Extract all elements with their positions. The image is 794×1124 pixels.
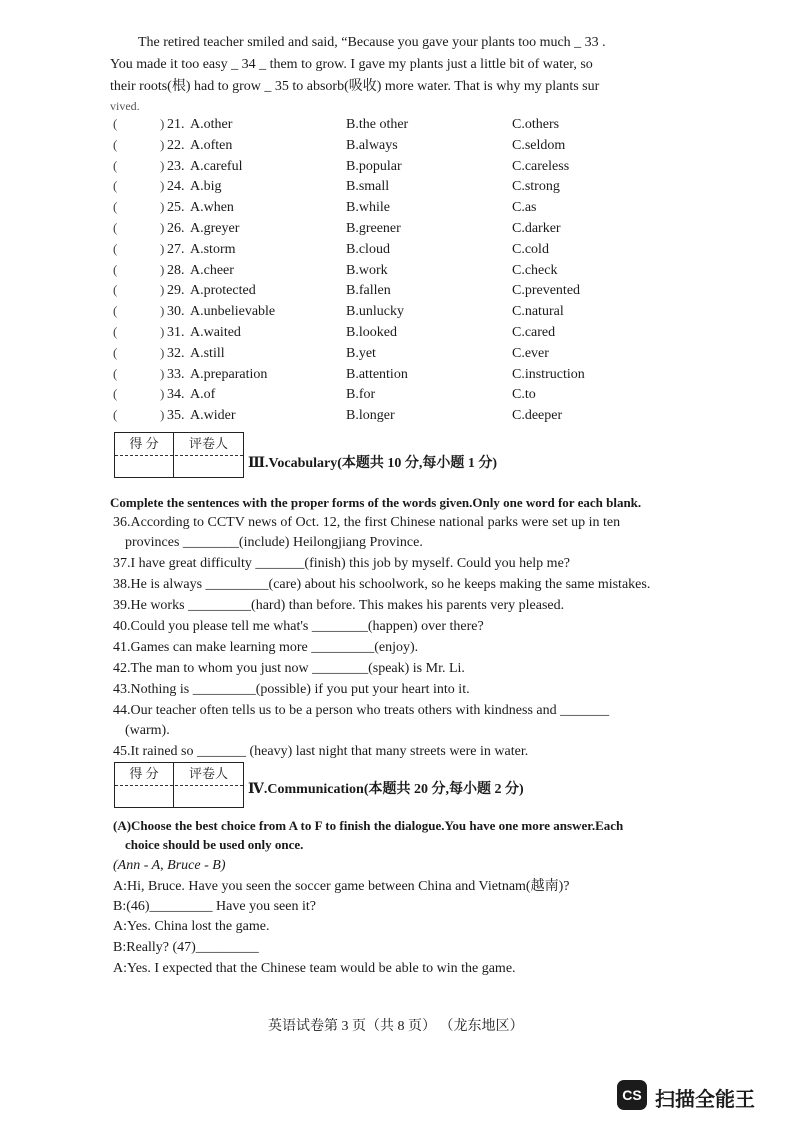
section-4-instruction-2: choice should be used only once.: [125, 837, 304, 852]
option-number: 35.: [167, 408, 185, 423]
option-b: B.for: [346, 387, 376, 402]
option-a: A.still: [190, 346, 225, 361]
answer-paren: (: [113, 178, 118, 193]
answer-paren-close: ): [160, 116, 165, 131]
option-b: B.small: [346, 179, 390, 194]
answer-paren-close: ): [160, 282, 165, 297]
option-c: C.deeper: [512, 408, 563, 423]
vocab-item: 41.Games can make learning more _________(enjoy).: [113, 640, 419, 655]
dialogue-line: A:Hi, Bruce. Have you seen the soccer game between China and Vietnam(越南)?: [113, 879, 570, 894]
option-b: B.popular: [346, 159, 402, 174]
option-b: B.work: [346, 263, 388, 278]
answer-paren: (: [113, 282, 118, 297]
option-c: C.others: [512, 117, 560, 132]
section-4-instruction-1: (A)Choose the best choice from A to F to finish the dialogue.You have one more answer.Each: [113, 818, 624, 833]
answer-paren-close: ): [160, 178, 165, 193]
answer-paren: (: [113, 366, 118, 381]
answer-paren: (: [113, 407, 118, 422]
option-number: 29.: [167, 283, 185, 298]
option-a: A.big: [190, 179, 222, 194]
option-c: C.darker: [512, 221, 561, 236]
option-a: A.unbelievable: [190, 304, 276, 319]
score-box-divider: [115, 455, 243, 456]
answer-paren: (: [113, 262, 118, 277]
option-number: 23.: [167, 159, 185, 174]
answer-paren-close: ): [160, 303, 165, 318]
answer-paren: (: [113, 345, 118, 360]
option-c: C.natural: [512, 304, 564, 319]
score-box-section-4: [114, 762, 244, 808]
option-c: C.as: [512, 200, 537, 215]
option-number: 22.: [167, 138, 185, 153]
option-a: A.preparation: [190, 367, 268, 382]
option-b: B.longer: [346, 408, 395, 423]
grader-label: 评卷人: [188, 436, 228, 451]
camscanner-logo-icon: CS: [617, 1080, 647, 1110]
option-number: 28.: [167, 263, 185, 278]
answer-paren-close: ): [160, 158, 165, 173]
answer-paren-close: ): [160, 220, 165, 235]
option-b: B.while: [346, 200, 390, 215]
section-3-instruction: Complete the sentences with the proper forms of the words given.Only one word for each blank.: [110, 495, 642, 510]
dialogue-line: B:(46)_________ Have you seen it?: [113, 899, 316, 914]
vocab-item: 38.He is always _________(care) about his schoolwork, so he keeps making the same mistakes.: [113, 577, 651, 592]
option-c: C.check: [512, 263, 558, 278]
passage-line-3: their roots(根) had to grow _ 35 to absorb(吸收) more water. That is why my plants sur: [110, 79, 600, 94]
answer-paren-close: ): [160, 241, 165, 256]
option-a: A.storm: [190, 242, 236, 257]
vocab-item: provinces ________(include) Heilongjiang Province.: [125, 535, 423, 550]
section-4-title: Ⅳ.Communication(本题共 20 分,每小题 2 分): [248, 782, 524, 797]
vocab-item: 36.According to CCTV news of Oct. 12, the first Chinese national parks were set up in ten: [113, 515, 621, 530]
option-a: A.when: [190, 200, 234, 215]
answer-paren: (: [113, 241, 118, 256]
answer-paren: (: [113, 324, 118, 339]
dialogue-roles: (Ann - A, Bruce - B): [113, 858, 226, 873]
option-c: C.cold: [512, 242, 549, 257]
option-a: A.cheer: [190, 263, 234, 278]
option-b: B.yet: [346, 346, 376, 361]
score-label-2: 得 分: [115, 763, 174, 785]
score-box-section-3: [114, 432, 244, 478]
answer-paren-close: ): [160, 324, 165, 339]
score-box-vline: [173, 455, 174, 477]
answer-paren-close: ): [160, 137, 165, 152]
vocab-item: 37.I have great difficulty _______(finish) this job by myself. Could you help me?: [113, 556, 570, 571]
option-c: C.ever: [512, 346, 549, 361]
option-c: C.strong: [512, 179, 560, 194]
vocab-item: 44.Our teacher often tells us to be a person who treats others with kindness and _______: [113, 703, 610, 718]
score-box-vline-2: [173, 785, 174, 807]
answer-paren: (: [113, 158, 118, 173]
passage-line-4: vived.: [110, 99, 140, 113]
option-c: C.seldom: [512, 138, 566, 153]
option-c: C.to: [512, 387, 536, 402]
option-b: B.cloud: [346, 242, 390, 257]
answer-paren: (: [113, 303, 118, 318]
answer-paren-close: ): [160, 345, 165, 360]
option-c: C.cared: [512, 325, 556, 340]
dialogue-line: A:Yes. China lost the game.: [113, 919, 270, 934]
section-3-title: Ⅲ.Vocabulary(本题共 10 分,每小题 1 分): [248, 456, 498, 471]
option-number: 27.: [167, 242, 185, 257]
option-number: 34.: [167, 387, 185, 402]
passage-line-2: You made it too easy _ 34 _ them to grow. I gave my plants just a little bit of water, so: [110, 57, 593, 72]
vocab-item: 40.Could you please tell me what's ________(happen) over there?: [113, 619, 484, 634]
option-c: C.careless: [512, 159, 570, 174]
score-box-divider-2: [115, 785, 243, 786]
option-b: B.looked: [346, 325, 397, 340]
option-b: B.greener: [346, 221, 401, 236]
answer-paren: (: [113, 386, 118, 401]
option-b: B.unlucky: [346, 304, 404, 319]
option-b: B.always: [346, 138, 398, 153]
option-number: 26.: [167, 221, 185, 236]
option-a: A.often: [190, 138, 233, 153]
answer-paren: (: [113, 220, 118, 235]
option-number: 30.: [167, 304, 185, 319]
answer-paren: (: [113, 199, 118, 214]
option-a: A.careful: [190, 159, 243, 174]
option-number: 25.: [167, 200, 185, 215]
grader-label-2: 评卷人: [188, 766, 228, 781]
answer-paren-close: ): [160, 199, 165, 214]
option-number: 21.: [167, 117, 185, 132]
answer-paren: (: [113, 137, 118, 152]
option-c: C.instruction: [512, 367, 585, 382]
option-a: A.waited: [190, 325, 241, 340]
vocab-item: 42.The man to whom you just now ________(speak) is Mr. Li.: [113, 661, 465, 676]
option-number: 31.: [167, 325, 185, 340]
option-number: 32.: [167, 346, 185, 361]
option-number: 33.: [167, 367, 185, 382]
vocab-item: 43.Nothing is _________(possible) if you put your heart into it.: [113, 682, 470, 697]
option-b: B.attention: [346, 367, 408, 382]
answer-paren: (: [113, 116, 118, 131]
answer-paren-close: ): [160, 407, 165, 422]
vocab-item: 45.It rained so _______ (heavy) last night that many streets were in water.: [113, 744, 529, 759]
passage-line-1: The retired teacher smiled and said, “Because you gave your plants too much _ 33 .: [138, 35, 606, 50]
option-a: A.greyer: [190, 221, 240, 236]
answer-paren-close: ): [160, 262, 165, 277]
option-c: C.prevented: [512, 283, 581, 298]
vocab-item: (warm).: [125, 723, 170, 738]
score-label: 得 分: [115, 433, 174, 455]
option-b: B.the other: [346, 117, 409, 132]
camscanner-brand-text: 扫描全能王: [655, 1089, 755, 1111]
page-footer: 英语试卷第 3 页（共 8 页） （龙东地区）: [268, 1019, 524, 1034]
dialogue-line: A:Yes. I expected that the Chinese team would be able to win the game.: [113, 961, 516, 976]
option-a: A.wider: [190, 408, 236, 423]
option-a: A.of: [190, 387, 216, 402]
answer-paren-close: ): [160, 386, 165, 401]
dialogue-line: B:Really? (47)_________: [113, 940, 259, 955]
vocab-item: 39.He works _________(hard) than before. This makes his parents very pleased.: [113, 598, 565, 613]
answer-paren-close: ): [160, 366, 165, 381]
option-a: A.protected: [190, 283, 256, 298]
option-a: A.other: [190, 117, 233, 132]
option-b: B.fallen: [346, 283, 391, 298]
option-number: 24.: [167, 179, 185, 194]
